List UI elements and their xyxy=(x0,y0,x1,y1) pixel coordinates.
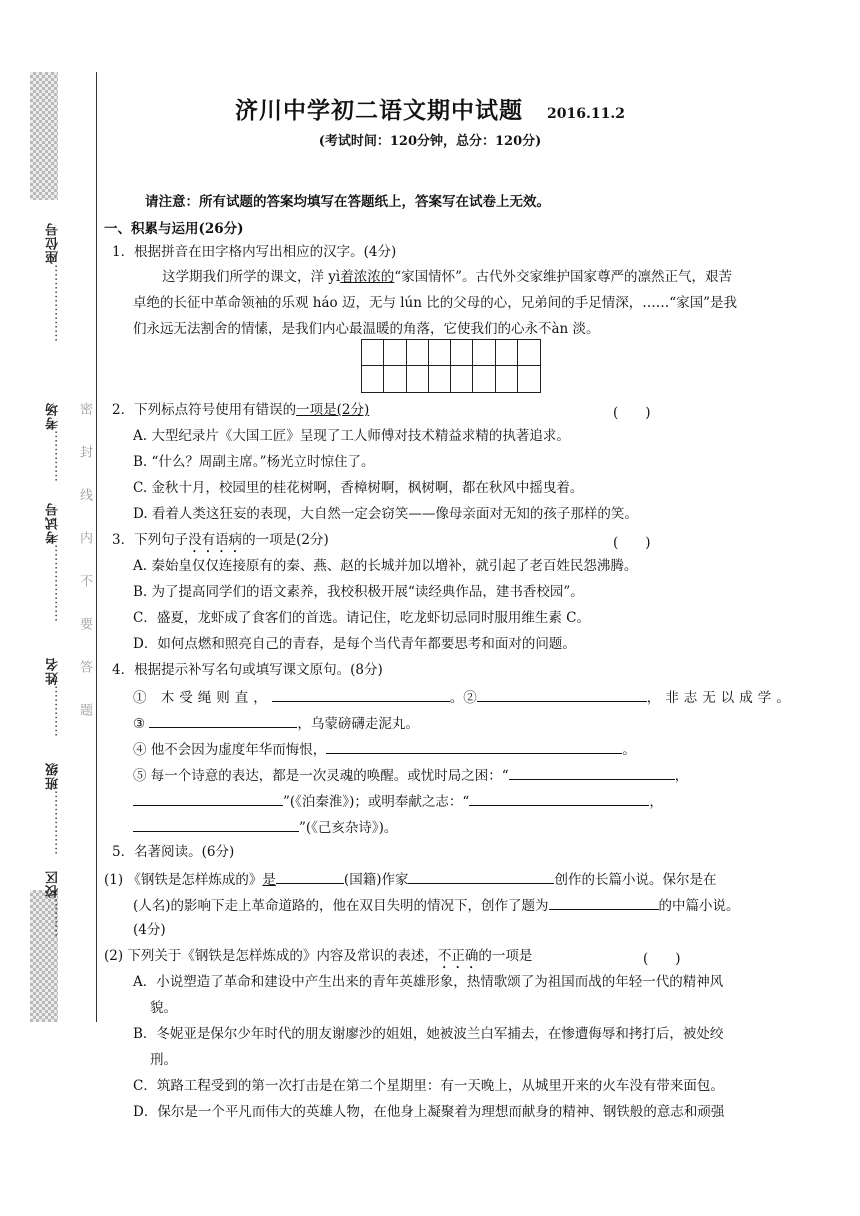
q5-option-c: C．筑路工程受到的第一次打击是在第二个星期里：有一天晚上，从城里开来的火车没有带来面包。 xyxy=(133,1078,724,1094)
exam-room-field[interactable]: …………考场 xyxy=(46,402,61,482)
q5-option-a-line1: A．小说塑造了革命和建设中产生出来的青年英雄形象，热情歌颂了为祖国而战的年轻一代的精神风 xyxy=(133,974,724,990)
q5-option-b-line1: B．冬妮亚是保尔少年时代的朋友谢廖沙的姐姐，她被波兰白军捕去，在惨遭侮辱和拷打后，被处绞 xyxy=(133,1026,724,1042)
q3-option-c: C．盛夏，龙虾成了食客们的首选。请记住，吃龙虾切忌同时服用维生素 C。 xyxy=(133,610,590,626)
q2-option-b: B. “什么？周副主席。”杨光立时惊住了。 xyxy=(133,454,375,470)
seal-line-text: 密封线内不要答题 xyxy=(77,402,92,746)
q5-sub1-line3: (4分) xyxy=(133,922,166,938)
blank-4[interactable] xyxy=(326,739,622,754)
q5-stem: 5．名著阅读。(6分) xyxy=(112,844,235,860)
blank-5[interactable] xyxy=(509,765,675,780)
notice-text: 请注意：所有试题的答案均填写在答题纸上，答案写在试卷上无效。 xyxy=(145,194,550,210)
q2-option-d: D. 看着人类这狂妄的表现，大自然一定会窃笑——像母亲面对无知的孩子那样的笑。 xyxy=(133,506,638,522)
q1-passage-line3: 们永远无法割舍的情愫，是我们内心最温暖的角落，它使我们的心永不àn 淡。 xyxy=(133,321,600,337)
blank-author[interactable] xyxy=(408,869,554,884)
exam-title: 济川中学初二语文期中试题 2016.11.2 xyxy=(235,97,625,124)
q5-sub1-line1: (1) 《钢铁是怎样炼成的》是 (国籍)作家 创作的长篇小说。保尔是在 xyxy=(104,869,716,889)
blank-novel-title[interactable] xyxy=(549,895,659,910)
q3-answer-bracket[interactable]: ( ) xyxy=(613,535,651,551)
q4-line6: ”(《己亥杂诗》)。 xyxy=(133,817,397,837)
binding-line xyxy=(96,72,97,1022)
blank-3[interactable] xyxy=(149,713,297,728)
q2-option-a: A. 大型纪录片《大国工匠》呈现了工人师傅对技术精益求精的执著追求。 xyxy=(133,428,570,444)
blank-7[interactable] xyxy=(469,791,649,806)
blank-6[interactable] xyxy=(133,791,283,806)
q4-stem: 4．根据提示补写名句或填写课文原句。(8分) xyxy=(112,662,383,678)
q5-sub2-stem: (2) 下列关于《钢铁是怎样炼成的》内容及常识的表述，不正确的一项是 xyxy=(104,948,533,964)
blank-8[interactable] xyxy=(133,817,299,832)
q4-line1: ① 木受绳则直， 。② ，非志无以成学。 xyxy=(133,687,795,707)
answer-grid[interactable] xyxy=(361,339,541,393)
q3-stem: 3．下列句子没有语病的一项是(2分) xyxy=(112,532,329,548)
seat-number-field[interactable]: ………………座位号 xyxy=(46,222,61,342)
q4-line3: ④ 他不会因为虚度年华而悔恨， 。 xyxy=(133,739,636,759)
binding-strip xyxy=(30,72,94,1022)
q3-option-a: A. 秦始皇仅仅连接原有的秦、燕、赵的长城并加以增补，就引起了老百姓民怨沸腾。 xyxy=(133,558,638,574)
q2-answer-bracket[interactable]: ( ) xyxy=(613,405,651,421)
blank-nationality[interactable] xyxy=(276,869,344,884)
q3-option-d: D．如何点燃和照亮自己的青春，是每个当代青年都要思考和面对的问题。 xyxy=(133,636,576,652)
q2-stem: 2．下列标点符号使用有错误的一项是(2分) xyxy=(112,402,370,418)
blank-2[interactable] xyxy=(477,687,647,702)
q5-sub1-line2: (人名)的影响下走上革命道路的，他在双目失明的情况下，创作了题为 的中篇小说。 xyxy=(133,895,740,915)
blank-1[interactable] xyxy=(272,687,450,702)
q4-line2: ③ ，乌蒙磅礴走泥丸。 xyxy=(133,713,419,733)
q1-passage-line2: 卓绝的长征中革命领袖的乐观 háo 迈，无与 lún 比的父母的心，兄弟间的手足情深，……“家国”是我 xyxy=(133,295,738,311)
q4-line4: ⑤ 每一个诗意的表达，都是一次灵魂的唤醒。或忧时局之困：“ ， xyxy=(133,765,688,785)
q5-option-d: D．保尔是一个平凡而伟大的英雄人物，在他身上凝聚着为理想而献身的精神、钢铁般的意志和顽强 xyxy=(133,1104,725,1120)
q1-passage-line1: 这学期我们所学的课文，洋 yì着浓浓的“家国情怀”。古代外交家维护国家尊严的凛然正气，艰苦 xyxy=(162,269,733,285)
q5-option-b-line2: 刑。 xyxy=(150,1052,177,1068)
section-heading: 一、积累与运用(26分) xyxy=(104,221,244,237)
q4-line5: ”(《泊秦淮》)；或明奉献之志：“ ， xyxy=(133,791,663,811)
q2-option-c: C. 金秋十月，校园里的桂花树啊，香樟树啊，枫树啊，都在秋风中摇曳着。 xyxy=(133,480,584,496)
q1-stem: 1．根据拼音在田字格内写出相应的汉字。(4分) xyxy=(112,244,397,260)
exam-date: 2016.11.2 xyxy=(547,106,625,122)
name-field[interactable]: …………姓名 xyxy=(46,657,61,737)
q5-answer-bracket[interactable]: ( ) xyxy=(643,951,681,967)
exam-number-field[interactable]: ………………考试号 xyxy=(46,502,61,622)
q5-option-a-line2: 貌。 xyxy=(150,1000,177,1016)
exam-subtitle: (考试时间：120分钟，总分：120分) xyxy=(318,134,542,149)
campus-field[interactable]: ………校区 xyxy=(46,870,61,937)
class-field[interactable]: ……………班级 xyxy=(46,762,61,855)
q3-option-b: B. 为了提高同学们的语文素养，我校积极开展“读经典作品，建书香校园”。 xyxy=(133,584,584,600)
